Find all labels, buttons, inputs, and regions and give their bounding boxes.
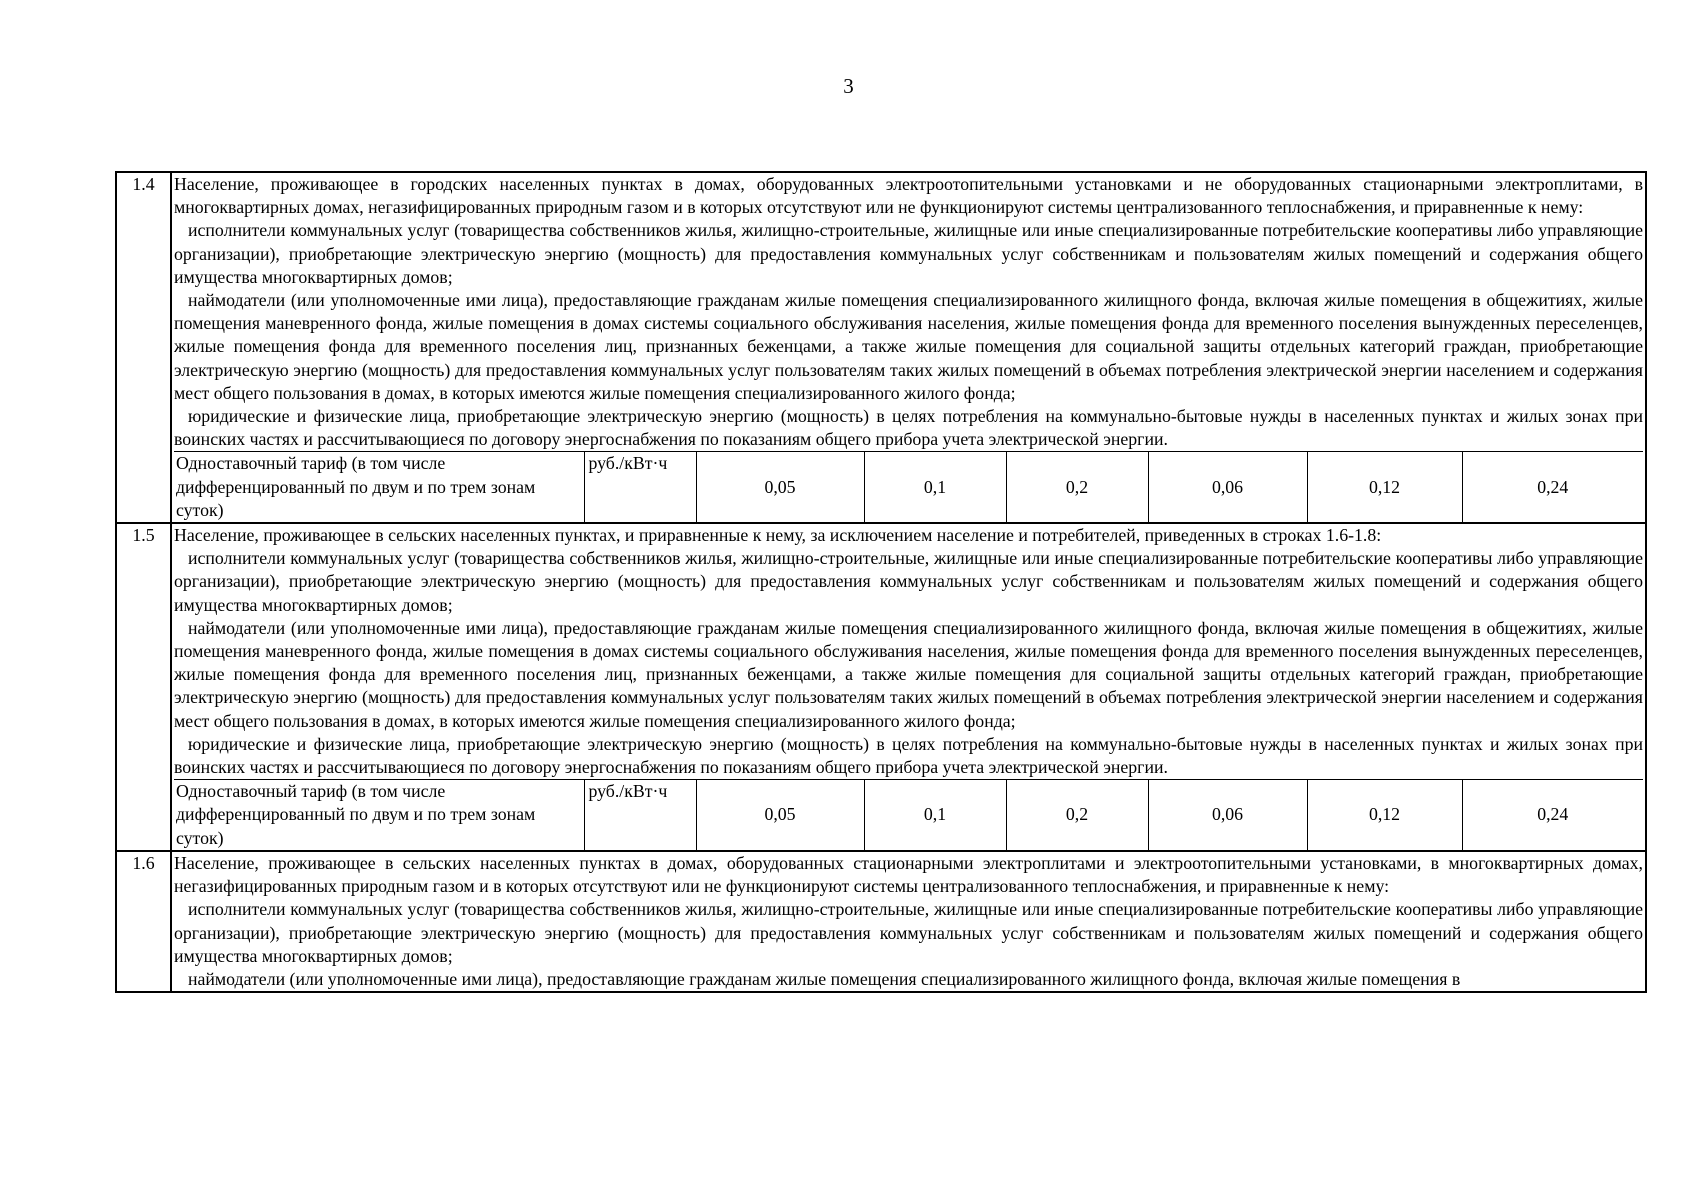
row-description xyxy=(171,523,1646,851)
tariff-row xyxy=(174,780,1643,850)
row-description xyxy=(171,172,1646,523)
tariff-value: 0,06 xyxy=(1148,452,1307,522)
table-row xyxy=(116,172,1646,523)
consumer-paragraph: исполнители коммунальных услуг (товарищества собственников жилья, жилищно-строительные, жилищные или иные специализированные потребительские кооперативы либо управляющие организации), приобретающие электрическую энергию (мощность) для предоставления коммунальных услуг собственникам и пользователям жилых помещений и содержания общего имущества многоквартирных домов; xyxy=(174,548,1643,615)
row-number: 1.4 xyxy=(116,172,171,523)
tariff-unit: руб./кВт·ч xyxy=(584,452,696,522)
tariff-value: 0,06 xyxy=(1148,780,1307,850)
tariff-value: 0,2 xyxy=(1006,452,1148,522)
tariff-value: 0,12 xyxy=(1307,780,1462,850)
table-row xyxy=(116,523,1646,851)
consumer-group-text: Население, проживающее в сельских населенных пунктах в домах, оборудованных стационарными электроплитами и электроотопительными установками, в многоквартирных домах, негазифицированных природным газом и в которых отсутствуют или не функционируют системы централизованного теплоснабжения, и приравненные к нему: xyxy=(174,852,1643,897)
tariff-subtable xyxy=(174,451,1643,522)
consumer-paragraph: наймодатели (или уполномоченные ими лица), предоставляющие гражданам жилые помещения специализированного жилищного фонда, включая жилые помещения в xyxy=(188,968,1461,989)
tariff-value: 0,24 xyxy=(1462,452,1643,522)
tariff-unit: руб./кВт·ч xyxy=(584,780,696,850)
consumer-paragraph: наймодатели (или уполномоченные ими лица), предоставляющие гражданам жилые помещения специализированного жилищного фонда, включая жилые помещения в общежитиях, жилые помещения маневренного фонда, жилые помещения в домах системы социального обслуживания населения, жилые помещения фонда для временного поселения вынужденных переселенцев, жилые помещения фонда для временного поселения лиц, признанных беженцами, а также жилые помещения для социальной защиты отдельных категорий граждан, приобретающие электрическую энергию (мощность) для предоставления коммунальных услуг пользователям таких жилых помещений в объемах потребления электрической энергии населением и содержания мест общего пользования в домах, в которых имеются жилые помещения специализированного жилого фонда; xyxy=(174,617,1643,731)
consumer-group-text: Население, проживающее в сельских населенных пунктах, и приравненные к нему, за исключением население и потребителей, приведенных в строках 1.6-1.8: xyxy=(174,525,1382,546)
tariff-value: 0,1 xyxy=(864,452,1006,522)
tariff-row xyxy=(174,452,1643,522)
consumer-paragraph: наймодатели (или уполномоченные ими лица), предоставляющие гражданам жилые помещения специализированного жилищного фонда, включая жилые помещения в общежитиях, жилые помещения маневренного фонда, жилые помещения в домах системы социального обслуживания населения, жилые помещения фонда для временного поселения вынужденных переселенцев, жилые помещения фонда для временного поселения лиц, признанных беженцами, а также жилые помещения для социальной защиты отдельных категорий граждан, приобретающие электрическую энергию (мощность) для предоставления коммунальных услуг пользователям таких жилых помещений в объемах потребления электрической энергии населением и содержания мест общего пользования в домах, в которых имеются жилые помещения специализированного жилого фонда; xyxy=(174,290,1643,403)
tariff-subtable xyxy=(174,779,1643,850)
consumer-paragraph: юридические и физические лица, приобретающие электрическую энергию (мощность) в целях потребления на коммунально-бытовые нужды в населенных пунктах и жилых зонах при воинских частях и рассчитывающиеся по договору энергоснабжения по показаниям общего прибора учета электрической энергии. xyxy=(174,733,1643,778)
tariff-value: 0,05 xyxy=(696,780,864,850)
page-number: 3 xyxy=(843,74,854,98)
tariff-label: Одноставочный тариф (в том числе дифференцированный по двум и по трем зонам суток) xyxy=(174,780,584,850)
tariff-table xyxy=(115,171,1647,993)
consumer-paragraph: исполнители коммунальных услуг (товарищества собственников жилья, жилищно-строительные, жилищные или иные специализированные потребительские кооперативы либо управляющие организации), приобретающие электрическую энергию (мощность) для предоставления коммунальных услуг собственникам и пользователям жилых помещений и содержания общего имущества многоквартирных домов; xyxy=(174,899,1643,966)
tariff-value: 0,12 xyxy=(1307,452,1462,522)
tariff-value: 0,05 xyxy=(696,452,864,522)
tariff-value: 0,1 xyxy=(864,780,1006,850)
consumer-paragraph: юридические и физические лица, приобретающие электрическую энергию (мощность) в целях потребления на коммунально-бытовые нужды в населенных пунктах и жилых зонах при воинских частях и рассчитывающиеся по договору энергоснабжения по показаниям общего прибора учета электрической энергии. xyxy=(174,406,1643,450)
row-number: 1.6 xyxy=(116,851,171,992)
consumer-group-text: Население, проживающее в городских населенных пунктах в домах, оборудованных электроотопительными установками и не оборудованных стационарными электроплитами, в многоквартирных домах, негазифицированных природным газом и в которых отсутствуют или не функционируют системы централизованного теплоснабжения, и приравненные к нему: xyxy=(174,174,1643,218)
consumer-paragraph: исполнители коммунальных услуг (товарищества собственников жилья, жилищно-строительные, жилищные или иные специализированные потребительские кооперативы либо управляющие организации), приобретающие электрическую энергию (мощность) для предоставления коммунальных услуг собственникам и пользователям жилых помещений и содержания общего имущества многоквартирных домов; xyxy=(174,220,1643,287)
table-row xyxy=(116,851,1646,992)
row-number: 1.5 xyxy=(116,523,171,851)
tariff-label: Одноставочный тариф (в том числе дифференцированный по двум и по трем зонам суток) xyxy=(174,452,584,522)
row-description xyxy=(171,851,1646,992)
tariff-value: 0,2 xyxy=(1006,780,1148,850)
tariff-value: 0,24 xyxy=(1462,780,1643,850)
